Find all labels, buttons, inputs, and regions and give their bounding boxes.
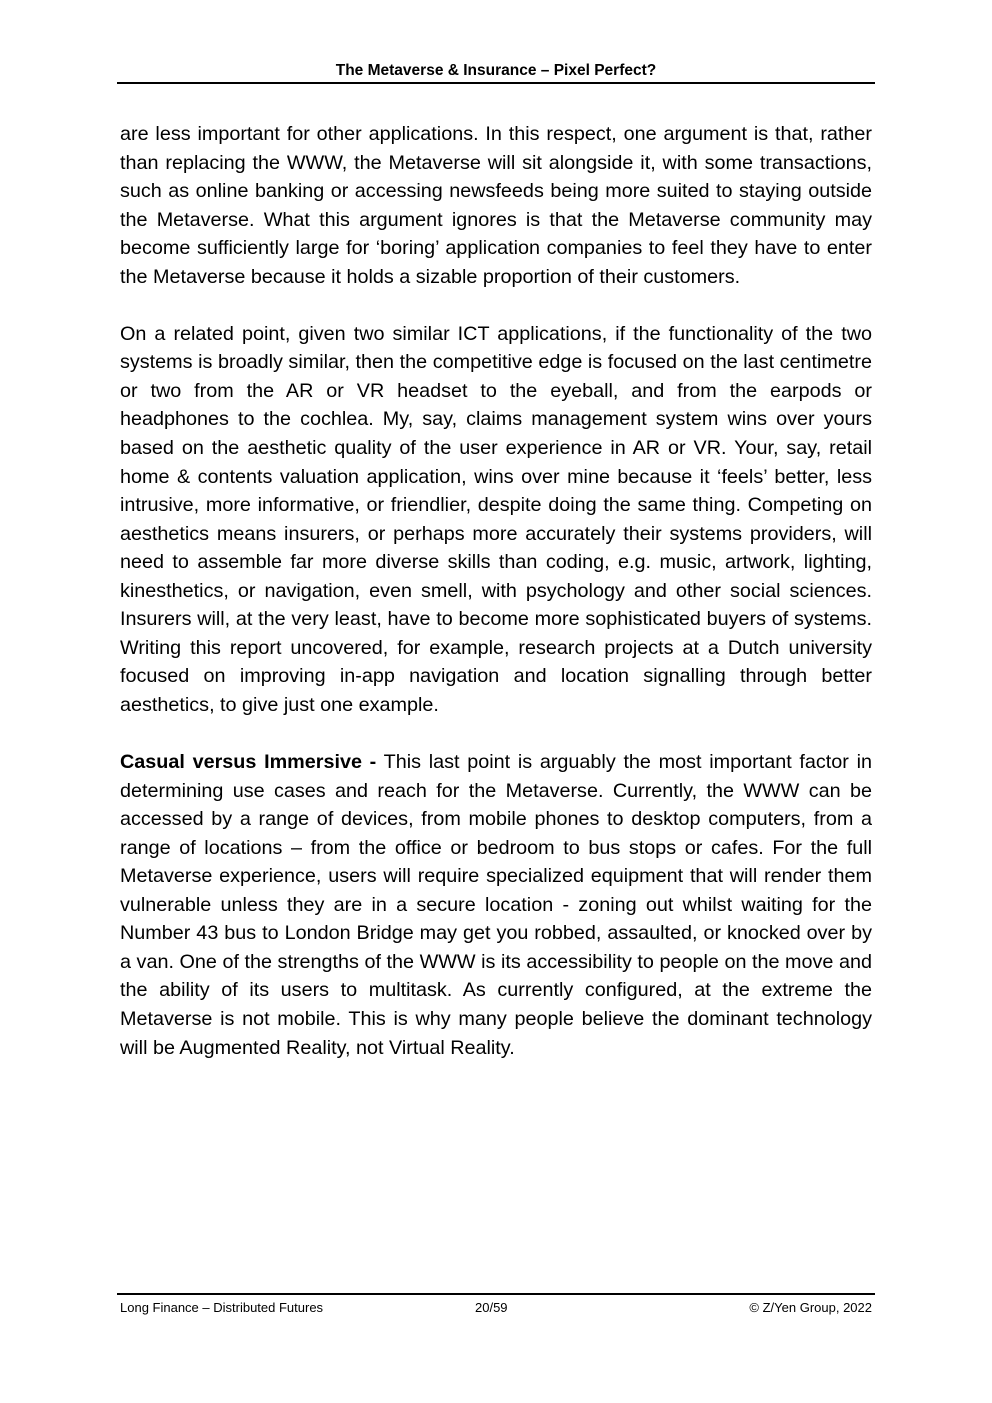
page-footer: [117, 1293, 875, 1323]
paragraph: [120, 748, 872, 1062]
paragraph-text: This last point is arguably the most important factor in determining use cases and reach for the Metaverse. Currently, the WWW can be accessed by a range of devices, from mobile phones to desktop computers, from a range of locations – from the office or bedroom to bus stops or cafes. For the full Metaverse experience, users will require specialized equipment that will render them vulnerable unless they are in a secure location - zoning out whilst waiting for the Number 43 bus to London Bridge may get you robbed, assaulted, or knocked over by a van. One of the strengths of the WWW is its accessibility to people on the move and the ability of its users to multitask. As currently configured, at the extreme the Metaverse is not mobile. This is why many people believe the dominant technology will be Augmented Reality, not Virtual Reality.: [120, 751, 872, 1059]
paragraph-lead-heading: Casual versus Immersive -: [120, 751, 377, 774]
footer-publication: Long Finance – Distributed Futures: [120, 1300, 324, 1315]
document-body: [120, 120, 872, 1062]
page-title: The Metaverse & Insurance – Pixel Perfect?: [335, 62, 657, 79]
paragraph: are less important for other applications. In this respect, one argument is that, rather than replacing the WWW, the Metaverse will sit alongside it, with some transactions, such as online banking or accessing newsfeeds being more suited to staying outside the Metaverse. What this argument ignores is that the Metaverse community may become sufficiently large for ‘boring’ application companies to feel they have to enter the Metaverse because it holds a sizable proportion of their customers.: [120, 123, 872, 288]
paragraph: On a related point, given two similar ICT applications, if the functionality of the two systems is broadly similar, then the competitive edge is focused on the last centimetre or two from the AR or VR headset to the eyeball, and from the earpods or headphones to the cochlea. My, say, claims management system wins over yours based on the aesthetic quality of the user experience in AR or VR. Your, say, retail home & contents valuation application, wins over mine because it ‘feels’ better, less intrusive, more informative, or friendlier, despite doing the same thing. Competing on aesthetics means insurers, or perhaps more accurately their systems providers, will need to assemble far more diverse skills than coding, e.g. music, artwork, lighting, kinesthetics, or navigation, even smell, with psychology and other social sciences. Insurers will, at the very least, have to become more sophisticated buyers of systems. Writing this report uncovered, for example, research projects at a Dutch university focused on improving in-app navigation and location signalling through better aesthetics, to give just one example.: [120, 322, 872, 716]
footer-copyright: © Z/Yen Group, 2022: [749, 1300, 872, 1315]
page-header: [117, 52, 875, 84]
page-number: 20/59: [475, 1300, 508, 1315]
